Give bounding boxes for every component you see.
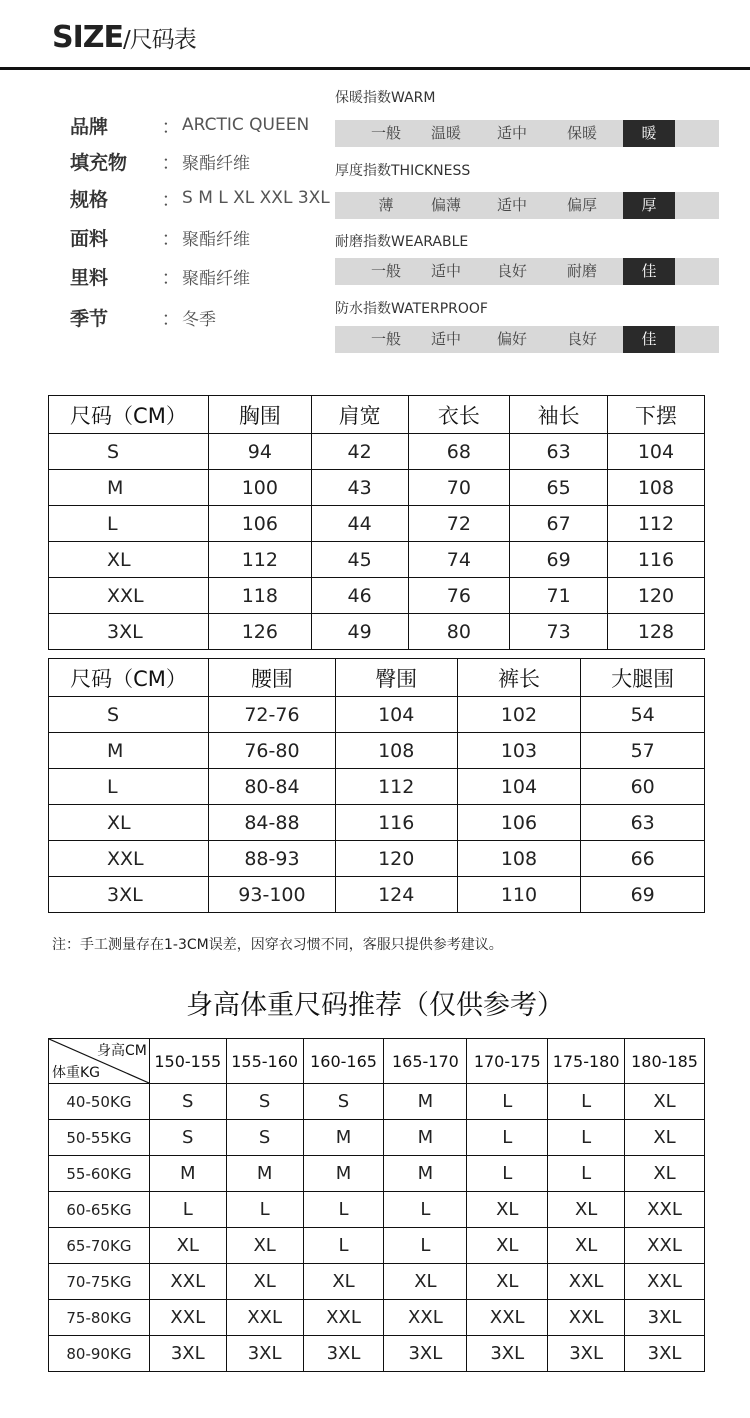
weight-cell: 65-70KG <box>49 1228 150 1264</box>
column-header: 袖长 <box>510 396 608 434</box>
table-row <box>49 542 705 578</box>
size-cell: 3XL <box>303 1336 384 1372</box>
size-cell: 3XL <box>548 1336 625 1372</box>
size-cell: L <box>384 1192 467 1228</box>
measure-cell: 63 <box>510 434 608 470</box>
height-header: 170-175 <box>467 1039 548 1084</box>
index-bar <box>335 192 719 219</box>
measure-cell: 72-76 <box>209 697 336 733</box>
info-row <box>70 302 216 332</box>
measure-cell: 71 <box>510 578 608 614</box>
info-value: 聚酯纤维 <box>182 229 250 250</box>
size-cell: XXL <box>226 1300 303 1336</box>
title-cn: 尺码表 <box>129 27 196 53</box>
measure-cell: 112 <box>335 769 457 805</box>
size-cell: M <box>384 1120 467 1156</box>
size-cell: 3XL <box>49 614 209 650</box>
size-cell: XL <box>467 1264 548 1300</box>
measure-cell: 116 <box>607 542 704 578</box>
table-header-row <box>49 396 705 434</box>
measure-cell: 128 <box>607 614 704 650</box>
index-level: 适中 <box>430 262 461 280</box>
info-label: 规格 <box>70 188 109 211</box>
size-cell: XXL <box>548 1264 625 1300</box>
table-row <box>49 1300 705 1336</box>
size-cell: S <box>149 1084 226 1120</box>
info-label: 里料 <box>70 266 109 289</box>
info-value: 聚酯纤维 <box>182 268 250 289</box>
size-cell: L <box>226 1192 303 1228</box>
size-cell: S <box>226 1120 303 1156</box>
weight-cell: 40-50KG <box>49 1084 150 1120</box>
measure-cell: 110 <box>457 877 581 913</box>
size-cell: 3XL <box>149 1336 226 1372</box>
measure-cell: 80-84 <box>209 769 336 805</box>
size-cell: L <box>303 1192 384 1228</box>
index-level: 适中 <box>430 330 461 348</box>
measure-cell: 57 <box>581 733 705 769</box>
size-cell: XL <box>625 1084 705 1120</box>
size-cell: 3XL <box>467 1336 548 1372</box>
measure-cell: 72 <box>408 506 510 542</box>
size-cell: XL <box>49 805 209 841</box>
measure-cell: 45 <box>311 542 408 578</box>
size-cell: L <box>303 1228 384 1264</box>
height-header: 175-180 <box>548 1039 625 1084</box>
weight-cell: 80-90KG <box>49 1336 150 1372</box>
measure-cell: 84-88 <box>209 805 336 841</box>
info-row <box>70 261 250 291</box>
measure-cell: 88-93 <box>209 841 336 877</box>
index-bar <box>335 258 719 285</box>
measure-cell: 104 <box>607 434 704 470</box>
table-row <box>49 1156 705 1192</box>
measure-cell: 68 <box>408 434 510 470</box>
measure-cell: 116 <box>335 805 457 841</box>
column-header: 下摆 <box>607 396 704 434</box>
height-header: 165-170 <box>384 1039 467 1084</box>
info-label: 品牌 <box>70 115 109 138</box>
size-cell: 3XL <box>226 1336 303 1372</box>
measure-cell: 112 <box>607 506 704 542</box>
measure-cell: 93-100 <box>209 877 336 913</box>
info-value: 冬季 <box>182 309 216 330</box>
size-cell: M <box>49 470 209 506</box>
size-cell: XL <box>384 1264 467 1300</box>
size-cell: S <box>149 1120 226 1156</box>
measure-cell: 108 <box>457 841 581 877</box>
index-level: 一般 <box>370 330 401 348</box>
measure-cell: 124 <box>335 877 457 913</box>
measure-cell: 74 <box>408 542 510 578</box>
size-cell: 3XL <box>384 1336 467 1372</box>
index-title: 耐磨指数WEARABLE <box>335 234 469 250</box>
size-cell: XXL <box>149 1264 226 1300</box>
measure-cell: 69 <box>581 877 705 913</box>
measure-cell: 106 <box>208 506 311 542</box>
index-level: 偏厚 <box>566 196 597 214</box>
measure-cell: 60 <box>581 769 705 805</box>
index-level: 良好 <box>496 262 527 280</box>
size-cell: XL <box>226 1264 303 1300</box>
size-cell: S <box>226 1084 303 1120</box>
info-colon: ： <box>161 188 181 211</box>
table-row <box>49 578 705 614</box>
table-row <box>49 1120 705 1156</box>
size-cell: M <box>384 1156 467 1192</box>
table-row <box>49 614 705 650</box>
index-title: 保暖指数WARM <box>335 90 436 106</box>
size-cell: 3XL <box>625 1300 705 1336</box>
size-cell: S <box>49 697 209 733</box>
recommend-title: 身高体重尺码推荐（仅供参考） <box>186 990 564 1021</box>
index-bar <box>335 326 719 353</box>
column-header: 腰围 <box>209 659 336 697</box>
size-cell: 3XL <box>49 877 209 913</box>
size-cell: XXL <box>49 841 209 877</box>
measure-cell: 65 <box>510 470 608 506</box>
size-cell: S <box>303 1084 384 1120</box>
table-row <box>49 769 705 805</box>
column-header: 尺码（CM） <box>49 396 209 434</box>
info-value: S M L XL XXL 3XL <box>182 188 330 208</box>
size-cell: XL <box>303 1264 384 1300</box>
index-level: 适中 <box>496 124 527 142</box>
size-cell: XL <box>226 1228 303 1264</box>
info-row <box>70 222 250 252</box>
size-cell: M <box>384 1084 467 1120</box>
size-cell: XXL <box>49 578 209 614</box>
index-level: 保暖 <box>566 124 597 142</box>
info-value: ARCTIC QUEEN <box>182 115 310 135</box>
measure-cell: 42 <box>311 434 408 470</box>
title-slash: / <box>123 27 130 53</box>
size-cell: XXL <box>625 1228 705 1264</box>
measure-cell: 49 <box>311 614 408 650</box>
info-colon: ： <box>161 227 181 250</box>
table-row <box>49 434 705 470</box>
measurement-note: 注：手工测量存在1-3CM误差，因穿衣习惯不同，客服只提供参考建议。 <box>52 937 503 953</box>
measure-cell: 106 <box>457 805 581 841</box>
size-cell: L <box>467 1156 548 1192</box>
size-cell: XL <box>548 1228 625 1264</box>
table-header-row <box>49 659 705 697</box>
table-row <box>49 877 705 913</box>
info-label: 填充物 <box>70 151 128 174</box>
measure-cell: 102 <box>457 697 581 733</box>
weight-cell: 60-65KG <box>49 1192 150 1228</box>
index-level: 耐磨 <box>566 262 597 280</box>
height-header: 150-155 <box>149 1039 226 1084</box>
measure-cell: 73 <box>510 614 608 650</box>
size-cell: XXL <box>548 1300 625 1336</box>
measure-cell: 126 <box>208 614 311 650</box>
index-level: 一般 <box>370 124 401 142</box>
size-cell: L <box>49 769 209 805</box>
size-cell: S <box>49 434 209 470</box>
measure-cell: 120 <box>335 841 457 877</box>
size-cell: L <box>548 1156 625 1192</box>
measure-cell: 70 <box>408 470 510 506</box>
size-cell: XL <box>49 542 209 578</box>
column-header: 大腿围 <box>581 659 705 697</box>
column-header: 衣长 <box>408 396 510 434</box>
index-level: 温暖 <box>430 124 461 142</box>
info-row <box>70 110 309 140</box>
measure-cell: 76 <box>408 578 510 614</box>
index-level: 良好 <box>566 330 597 348</box>
measure-cell: 112 <box>208 542 311 578</box>
measure-cell: 108 <box>607 470 704 506</box>
size-cell: L <box>548 1084 625 1120</box>
index-title: 厚度指数THICKNESS <box>335 163 471 179</box>
info-label: 面料 <box>70 227 109 250</box>
size-cell: L <box>467 1120 548 1156</box>
info-row <box>70 183 330 213</box>
index-level: 一般 <box>370 262 401 280</box>
measure-cell: 54 <box>581 697 705 733</box>
index-level: 薄 <box>378 196 394 214</box>
size-cell: L <box>467 1084 548 1120</box>
header-divider <box>0 67 750 70</box>
index-title: 防水指数WATERPROOF <box>335 301 488 317</box>
size-cell: XXL <box>384 1300 467 1336</box>
measure-cell: 76-80 <box>209 733 336 769</box>
info-row <box>70 146 250 176</box>
size-cell: XL <box>467 1228 548 1264</box>
index-level: 适中 <box>496 196 527 214</box>
index-level: 偏好 <box>496 330 527 348</box>
weight-cell: 50-55KG <box>49 1120 150 1156</box>
column-header: 肩宽 <box>311 396 408 434</box>
info-colon: ： <box>161 266 181 289</box>
size-cell: XL <box>467 1192 548 1228</box>
measure-cell: 43 <box>311 470 408 506</box>
weight-cell: 70-75KG <box>49 1264 150 1300</box>
bottom-size-table <box>48 658 705 913</box>
page-title <box>52 20 196 55</box>
measure-cell: 63 <box>581 805 705 841</box>
size-cell: L <box>49 506 209 542</box>
measure-cell: 46 <box>311 578 408 614</box>
measure-cell: 104 <box>457 769 581 805</box>
size-cell: L <box>548 1120 625 1156</box>
size-cell: XXL <box>149 1300 226 1336</box>
index-level-selected: 暖 <box>623 120 675 147</box>
table-row <box>49 1228 705 1264</box>
measure-cell: 108 <box>335 733 457 769</box>
size-cell: M <box>226 1156 303 1192</box>
table-row <box>49 805 705 841</box>
table-row <box>49 697 705 733</box>
size-cell: L <box>384 1228 467 1264</box>
table-row <box>49 470 705 506</box>
size-cell: L <box>149 1192 226 1228</box>
info-colon: ： <box>161 151 181 174</box>
size-cell: XXL <box>303 1300 384 1336</box>
table-header-row <box>49 1039 705 1084</box>
title-en: SIZE <box>52 20 124 55</box>
measure-cell: 66 <box>581 841 705 877</box>
index-level-selected: 厚 <box>623 192 675 219</box>
measure-cell: 67 <box>510 506 608 542</box>
info-value: 聚酯纤维 <box>182 153 250 174</box>
weight-cell: 55-60KG <box>49 1156 150 1192</box>
info-colon: ： <box>161 307 181 330</box>
measure-cell: 69 <box>510 542 608 578</box>
height-header: 180-185 <box>625 1039 705 1084</box>
size-cell: M <box>303 1156 384 1192</box>
size-cell: M <box>149 1156 226 1192</box>
corner-header <box>49 1039 150 1084</box>
index-level-selected: 佳 <box>623 258 675 285</box>
index-level: 偏薄 <box>430 196 461 214</box>
size-cell: XXL <box>625 1264 705 1300</box>
corner-height-label: 身高CM <box>96 1043 147 1059</box>
column-header: 尺码（CM） <box>49 659 209 697</box>
info-colon: ： <box>161 115 181 138</box>
column-header: 胸围 <box>208 396 311 434</box>
recommend-table <box>48 1038 705 1372</box>
table-row <box>49 1336 705 1372</box>
size-cell: 3XL <box>625 1336 705 1372</box>
column-header: 裤长 <box>457 659 581 697</box>
size-cell: XL <box>149 1228 226 1264</box>
table-row <box>49 1084 705 1120</box>
index-bar <box>335 120 719 147</box>
measure-cell: 94 <box>208 434 311 470</box>
measure-cell: 120 <box>607 578 704 614</box>
measure-cell: 104 <box>335 697 457 733</box>
top-size-table <box>48 395 705 650</box>
column-header: 臀围 <box>335 659 457 697</box>
table-row <box>49 1192 705 1228</box>
size-cell: XL <box>625 1156 705 1192</box>
index-level-selected: 佳 <box>623 326 675 353</box>
table-row <box>49 733 705 769</box>
height-header: 155-160 <box>226 1039 303 1084</box>
size-cell: XL <box>548 1192 625 1228</box>
size-cell: XXL <box>625 1192 705 1228</box>
measure-cell: 103 <box>457 733 581 769</box>
table-row <box>49 841 705 877</box>
measure-cell: 44 <box>311 506 408 542</box>
height-header: 160-165 <box>303 1039 384 1084</box>
size-cell: M <box>303 1120 384 1156</box>
size-cell: XL <box>625 1120 705 1156</box>
size-cell: M <box>49 733 209 769</box>
measure-cell: 118 <box>208 578 311 614</box>
measure-cell: 100 <box>208 470 311 506</box>
info-label: 季节 <box>70 307 109 330</box>
measure-cell: 80 <box>408 614 510 650</box>
corner-weight-label: 体重KG <box>52 1065 101 1081</box>
table-row <box>49 1264 705 1300</box>
size-cell: XXL <box>467 1300 548 1336</box>
table-row <box>49 506 705 542</box>
weight-cell: 75-80KG <box>49 1300 150 1336</box>
